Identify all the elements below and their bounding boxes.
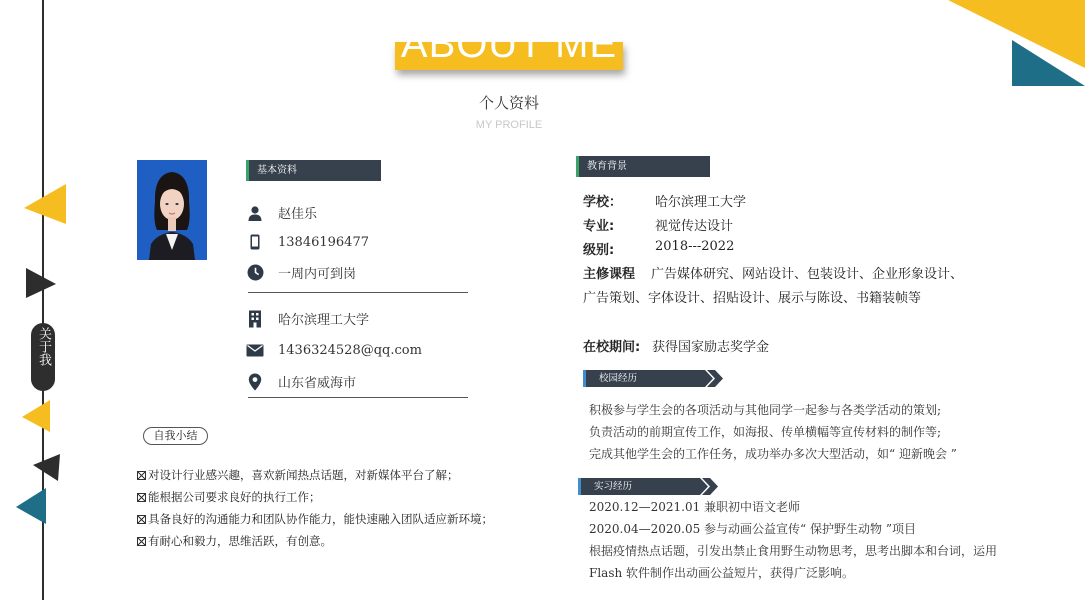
education-grade-row (583, 239, 614, 258)
self-summary-text: 对设计行业感兴趣，喜欢新闻热点话题，对新媒体平台了解； (148, 468, 459, 482)
education-grade-value: 2018---2022 (655, 239, 735, 254)
page-subtitle: 个人资料 (478, 94, 539, 112)
contact-availability (246, 263, 356, 282)
award-row (583, 336, 640, 355)
campus-header-label: 校园经历 (599, 373, 638, 384)
self-summary-item (137, 530, 537, 552)
internship-line: Flash 软件制作出动画公益短片，获得广泛影响。 (589, 566, 855, 580)
email-value: 1436324528@qq.com (278, 342, 422, 358)
school-value: 哈尔滨理工大学 (278, 313, 370, 328)
building-icon (246, 310, 264, 328)
education-major-value: 视觉传达设计 (655, 219, 734, 234)
name-value: 赵佳乐 (278, 207, 318, 222)
teal-triangle-left (16, 488, 46, 524)
divider (248, 292, 468, 293)
divider (248, 397, 468, 398)
mail-icon (246, 341, 264, 359)
self-summary-text: 有耐心和毅力，思维活跃，有创意。 (148, 534, 332, 548)
dark-triangle-left-1 (26, 268, 56, 298)
award-value: 获得国家励志奖学金 (652, 340, 770, 355)
dark-triangle-left-2 (33, 454, 60, 481)
self-summary-label: 自我小结 (143, 427, 208, 445)
page-subtitle-english: MY PROFILE (475, 119, 543, 131)
self-summary-item (137, 464, 537, 486)
self-summary-item (137, 486, 537, 508)
yellow-triangle-left-2 (22, 400, 50, 432)
header-accent (576, 156, 579, 177)
basic-info-header-label: 基本资料 (257, 165, 297, 176)
education-school-value: 哈尔滨理工大学 (655, 195, 747, 210)
self-summary-text: 能根据公司要求良好的执行工作； (148, 490, 321, 504)
location-value: 山东省威海市 (278, 376, 357, 391)
profile-photo (137, 160, 207, 260)
self-summary-text: 具备良好的沟通能力和团队协作能力，能快速融入团队适应新环境； (148, 512, 493, 526)
contact-school (246, 309, 369, 328)
internship-line: 2020.04—2020.05 参与动画公益宣传“ 保护野生动物 ”项目 (589, 522, 916, 536)
side-section-label (31, 323, 55, 391)
checkbox-icon (137, 537, 146, 546)
header-accent (246, 160, 249, 181)
contact-phone (246, 233, 369, 251)
clock-icon (246, 264, 264, 282)
education-header-label: 教育背景 (587, 161, 627, 172)
checkbox-icon (137, 471, 146, 480)
courses-label: 主修课程 (583, 267, 636, 282)
phone-value: 13846196477 (278, 234, 369, 250)
contact-name (246, 203, 317, 222)
phone-icon (246, 233, 264, 251)
campus-line: 负责活动的前期宣传工作，如海报、传单横幅等宣传材料的制作等; (589, 425, 942, 439)
school-label: 学校： (583, 195, 623, 210)
courses-line-2: 广告策划、字体设计、招贴设计、展示与陈设、书籍装帧等 (583, 291, 922, 306)
availability-value: 一周内可到岗 (278, 267, 357, 282)
self-summary-item (137, 508, 537, 530)
location-pin-icon (246, 373, 264, 391)
checkbox-icon (137, 493, 146, 502)
award-label: 在校期间: (583, 340, 641, 355)
page-title: ABOUT ME (400, 22, 618, 66)
basic-info-header (246, 160, 381, 181)
education-major-row (583, 215, 614, 234)
campus-line: 完成其他学生会的工作任务，成功举办多次大型活动，如“ 迎新晚会 ” (589, 447, 957, 461)
self-summary-list (137, 464, 537, 552)
education-school-row (583, 191, 622, 210)
person-icon (246, 204, 264, 222)
side-label-text: 关于我 (36, 327, 51, 366)
campus-experience-list (589, 399, 1069, 465)
courses-line-1: 广告媒体研究、网站设计、包装设计、企业形象设计、 (651, 267, 964, 282)
education-header (576, 156, 710, 177)
contact-email (246, 341, 422, 359)
major-label: 专业: (583, 219, 615, 234)
internship-line: 2020.12—2021.01 兼职初中语文老师 (589, 500, 801, 514)
grade-label: 级别: (583, 243, 615, 258)
contact-location (246, 372, 356, 391)
campus-line: 积极参与学生会的各项活动与其他同学一起参与各类学活动的策划; (589, 403, 942, 417)
education-courses-row (583, 263, 635, 282)
internship-line: 根据疫情热点话题，引发出禁止食用野生动物思考，思考出脚本和台词，运用 (589, 544, 998, 558)
checkbox-icon (137, 515, 146, 524)
internship-header-label: 实习经历 (594, 481, 633, 492)
internship-experience-list (589, 496, 1079, 584)
yellow-triangle-left-1 (24, 184, 66, 224)
